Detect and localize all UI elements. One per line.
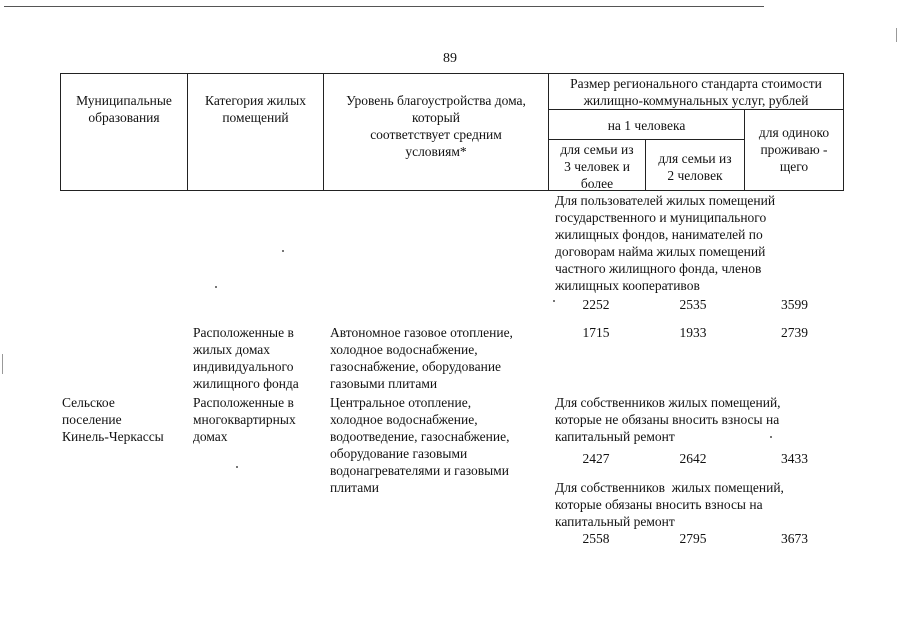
scan-speck xyxy=(770,436,772,438)
scan-speck xyxy=(282,250,284,252)
individual-value-family-3: 1715 xyxy=(582,325,610,340)
header-right-border xyxy=(843,73,844,191)
owners-fee-value-single: 3673 xyxy=(781,531,808,546)
users-value-family-3: 2252 xyxy=(582,297,610,312)
header-per-person: на 1 человека xyxy=(607,118,686,133)
scan-top-rule xyxy=(4,6,764,7)
header-bottom-border xyxy=(60,190,844,191)
individual-value-family-2: 1933 xyxy=(679,325,707,340)
municipality-name: Сельское поселение Кинель-Черкассы xyxy=(62,395,164,444)
header-municipality: Муниципальные образования xyxy=(76,93,172,125)
apartment-category: Расположенные в многоквартирных домах xyxy=(193,395,296,444)
owners-no-fee-value-single: 3433 xyxy=(781,451,808,466)
page-number: 89 xyxy=(443,51,457,66)
scan-speck xyxy=(236,466,238,468)
scan-speck xyxy=(215,286,217,288)
individual-value-single: 2739 xyxy=(781,325,808,340)
owners-no-fee-value-family-3: 2427 xyxy=(582,451,610,466)
owners-no-fee-note: Для собственников жилых помещений, которые не обязаны вносить взносы на капитальный ремонт xyxy=(555,395,781,444)
header-top-border xyxy=(60,73,844,74)
header-group-divider xyxy=(548,109,844,110)
users-value-single: 3599 xyxy=(781,297,808,312)
header-category: Категория жилых помещений xyxy=(205,93,306,125)
individual-level: Автономное газовое отопление, холодное водоснабжение, газоснабжение, оборудование газовыми плитами xyxy=(330,325,513,391)
scan-edge-mark xyxy=(2,354,3,374)
individual-category: Расположенные в жилых домах индивидуального жилищного фонда xyxy=(193,325,299,391)
owners-fee-value-family-2: 2795 xyxy=(679,531,707,546)
owners-fee-value-family-3: 2558 xyxy=(582,531,610,546)
scan-edge-mark xyxy=(896,28,897,42)
scan-speck xyxy=(553,300,555,302)
header-family-3: для семьи из 3 человек и более xyxy=(560,142,634,191)
header-subgroup-divider xyxy=(548,139,744,140)
header-family-2: для семьи из 2 человек xyxy=(658,151,732,183)
users-note: Для пользователей жилых помещений государственного и муниципального жилищных фондов, нанимателей по договорам найма жилых помещений частного жилищного фонда, членов жилищных кооперативов xyxy=(555,193,776,293)
apartment-level: Центральное отопление, холодное водоснабжение, водоотведение, газоснабжение, оборудование газовыми водонагревателями и газовыми плитами xyxy=(330,395,510,495)
header-level: Уровень благоустройства дома, который соответствует средним условиям* xyxy=(346,93,526,159)
header-left-border xyxy=(60,73,61,191)
users-value-family-2: 2535 xyxy=(679,297,707,312)
owners-fee-note: Для собственников жилых помещений, которые обязаны вносить взносы на капитальный ремонт xyxy=(555,480,784,529)
header-single: для одиноко проживаю - щего xyxy=(758,125,830,174)
header-col-divider-1 xyxy=(187,73,188,191)
header-standard-size: Размер регионального стандарта стоимости жилищно-коммунальных услуг, рублей xyxy=(570,76,822,108)
owners-no-fee-value-family-2: 2642 xyxy=(679,451,707,466)
